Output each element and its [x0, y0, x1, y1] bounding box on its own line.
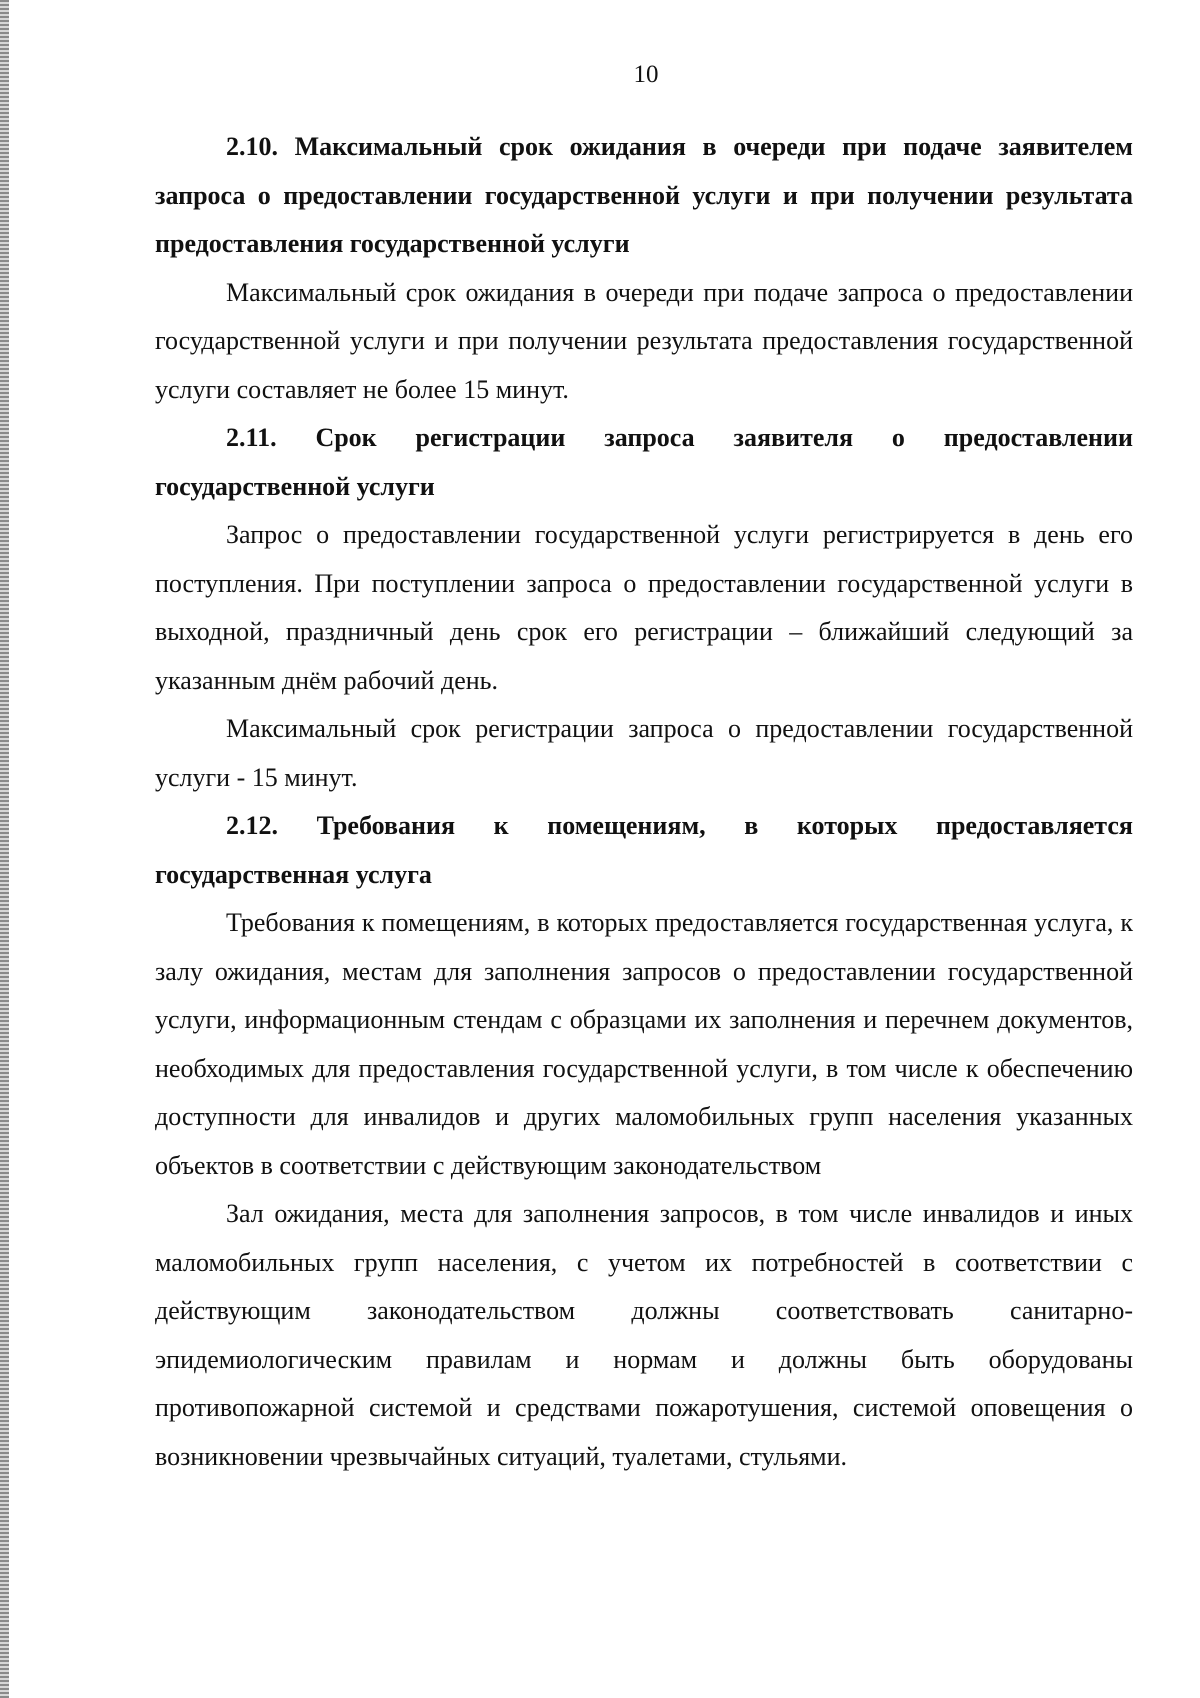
paragraph-registration-day: Запрос о предоставлении государственной услуги регистрируется в день его поступления. При поступлении запроса о предоставлении государственной услуги в выходной, праздничный день срок его регистрации – ближайший следующий за указанным днём рабочий день. [155, 520, 1133, 695]
scan-edge [0, 0, 9, 1698]
document-body [155, 123, 1133, 1481]
section-heading-2-11: 2.11. Срок регистрации запроса заявителя о предоставлении государственной услуги [155, 423, 1133, 501]
page-number: 10 [633, 61, 659, 88]
section-heading-2-10: 2.10. Максимальный срок ожидания в очереди при подаче заявителем запроса о предоставлении государственной услуги и при получении результата предоставления государственной услуги [155, 132, 1133, 258]
section-heading-2-12: 2.12. Требования к помещениям, в которых предоставляется государственная услуга [155, 811, 1133, 889]
paragraph-waiting-hall: Зал ожидания, места для заполнения запросов, в том числе инвалидов и иных маломобильных групп населения, с учетом их потребностей в соответствии с действующим законодательством должны соответствовать санитарно-эпидемиологическим правилам и нормам и должны быть оборудованы противопожарной системой и средствами пожаротушения, системой оповещения о возникновении чрезвычайных ситуаций, туалетами, стульями. [155, 1199, 1133, 1471]
paragraph-registration-time: Максимальный срок регистрации запроса о предоставлении государственной услуги - 15 минут. [155, 714, 1133, 792]
paragraph-waiting-time: Максимальный срок ожидания в очереди при подаче запроса о предоставлении государственной услуги и при получении результата предоставления государственной услуги составляет не более 15 минут. [155, 277, 1133, 404]
paragraph-premises-requirements: Требования к помещениям, в которых предоставляется государственная услуга, к залу ожидания, местам для заполнения запросов о предоставлении государственной услуги, информационным стендам с образцами их заполнения и перечнем документов, необходимых для предоставления государственной услуги, в том числе к обеспечению доступности для инвалидов и других маломобильных групп населения указанных объектов в соответствии с действующим законодательством [155, 908, 1133, 1180]
